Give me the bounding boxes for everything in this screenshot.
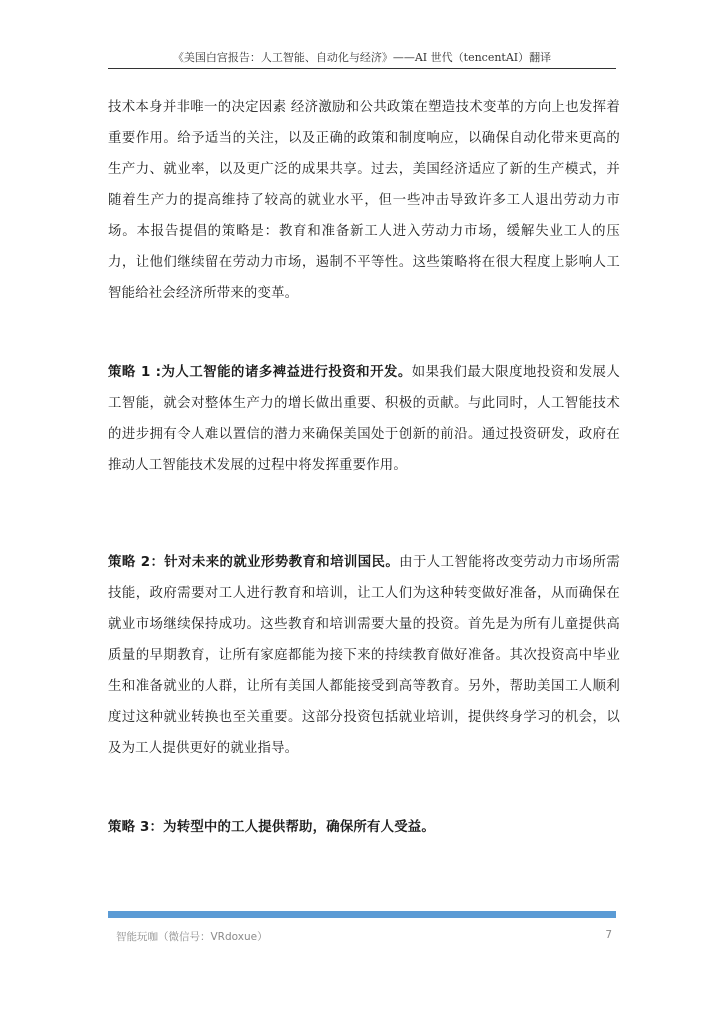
- strategy-3-heading: 策略 3：为转型中的工人提供帮助，确保所有人受益。: [108, 820, 435, 835]
- strategy-2-heading: 策略 2：针对未来的就业形势教育和培训国民。: [108, 555, 400, 570]
- footer-accent-bar: [108, 911, 616, 918]
- strategy-1-heading: 策略 1 :为人工智能的诸多裨益进行投资和开发。: [108, 365, 412, 380]
- page-header-title: 《美国白宫报告：人工智能、自动化与经济》——AI 世代（tencentAI）翻译: [172, 51, 552, 64]
- strategy-2-text: 由于人工智能将改变劳动力市场所需技能，政府需要对工人进行教育和培训，让工人们为这种转变做好准备，从而确保在就业市场继续保持成功。这些教育和培训需要大量的投资。首先是为所有儿童提供高质量的早期教育，让所有家庭都能为接下来的持续教育做好准备。其次投资高中毕业生和准备就业的人群，让所有美国人都能接受到高等教育。另外，帮助美国工人顺利度过这种就业转换也至关重要。这部分投资包括就业培训，提供终身学习的机会，以及为工人提供更好的就业指导。: [108, 555, 620, 756]
- paragraph-intro-text: 技术本身并非唯一的决定因素 经济激励和公共政策在塑造技术变革的方向上也发挥着重要作用。给予适当的关注，以及正确的政策和制度响应，以确保自动化带来更高的生产力、就业率，以及更广泛的成果共享。过去，美国经济适应了新的生产模式，并随着生产力的提高维持了较高的就业水平，但一些冲击导致许多工人退出劳动力市场。本报告提倡的策略是：教育和准备新工人进入劳动力市场，缓解失业工人的压力，让他们继续留在劳动力市场，遏制不平等性。这些策略将在很大程度上影响人工智能给社会经济所带来的变革。: [108, 100, 620, 301]
- paragraph-strategy-1: [108, 357, 620, 481]
- header-divider: [108, 68, 616, 69]
- paragraph-strategy-3: [108, 812, 620, 843]
- paragraph-intro: [108, 92, 620, 309]
- paragraph-strategy-2: [108, 547, 620, 764]
- footer-source: 智能玩咖（微信号：VRdoxue）: [116, 931, 268, 943]
- page-number: 7: [605, 929, 612, 941]
- strategy-1-text: 如果我们最大限度地投资和发展人工智能，就会对整体生产力的增长做出重要、积极的贡献。与此同时，人工智能技术的进步拥有令人难以置信的潜力来确保美国处于创新的前沿。通过投资研发，政府在推动人工智能技术发展的过程中将发挥重要作用。: [108, 365, 621, 473]
